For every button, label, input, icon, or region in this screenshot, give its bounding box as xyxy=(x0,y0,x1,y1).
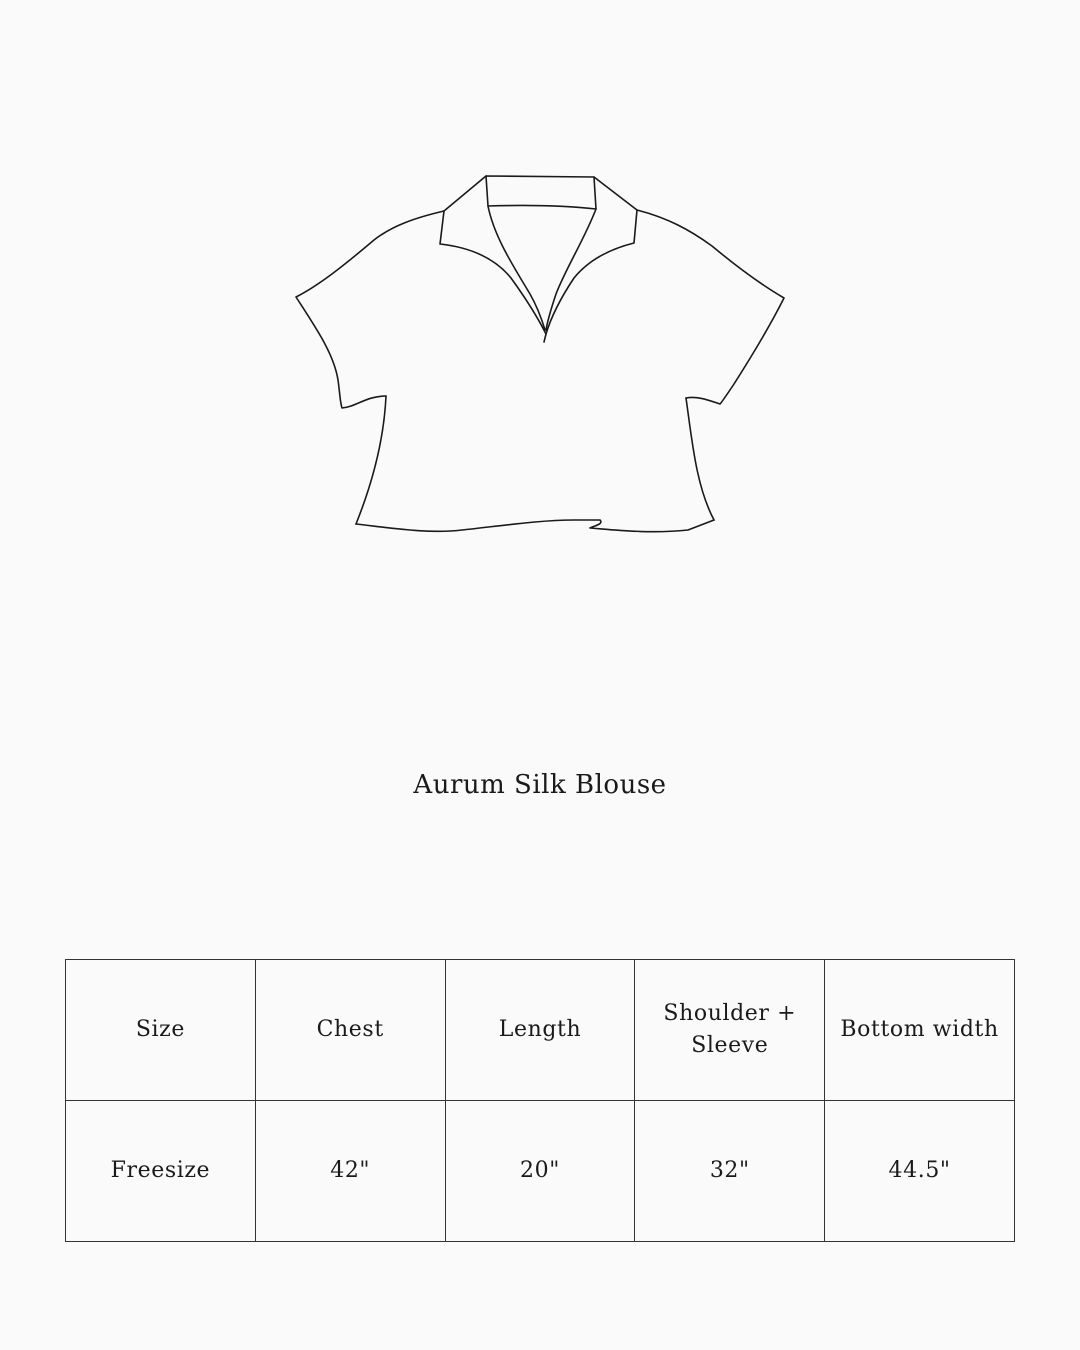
cell-shoulder-sleeve: 32" xyxy=(635,1101,825,1242)
header-shoulder-sleeve: Shoulder + Sleeve xyxy=(635,960,825,1101)
sleeve-right xyxy=(637,210,784,404)
hem xyxy=(356,520,714,532)
sleeve-left xyxy=(296,211,444,408)
table-row xyxy=(66,1101,1015,1242)
table-header-row xyxy=(66,960,1015,1101)
header-chest: Chest xyxy=(255,960,445,1101)
header-length: Length xyxy=(445,960,635,1101)
side-seam-right xyxy=(686,398,714,520)
neckline-right xyxy=(546,209,596,330)
side-seam-left xyxy=(356,396,386,524)
header-size: Size xyxy=(66,960,256,1101)
size-chart-table xyxy=(65,959,1015,1242)
collar-left xyxy=(440,176,546,342)
cell-bottom-width: 44.5" xyxy=(825,1101,1015,1242)
product-title: Aurum Silk Blouse xyxy=(413,770,667,800)
header-bottom-width: Bottom width xyxy=(825,960,1015,1101)
cell-size: Freesize xyxy=(66,1101,256,1242)
cell-chest: 42" xyxy=(255,1101,445,1242)
neckline-left xyxy=(488,206,545,330)
cell-length: 20" xyxy=(445,1101,635,1242)
collar-stand xyxy=(486,176,596,209)
collar-right xyxy=(546,177,637,334)
